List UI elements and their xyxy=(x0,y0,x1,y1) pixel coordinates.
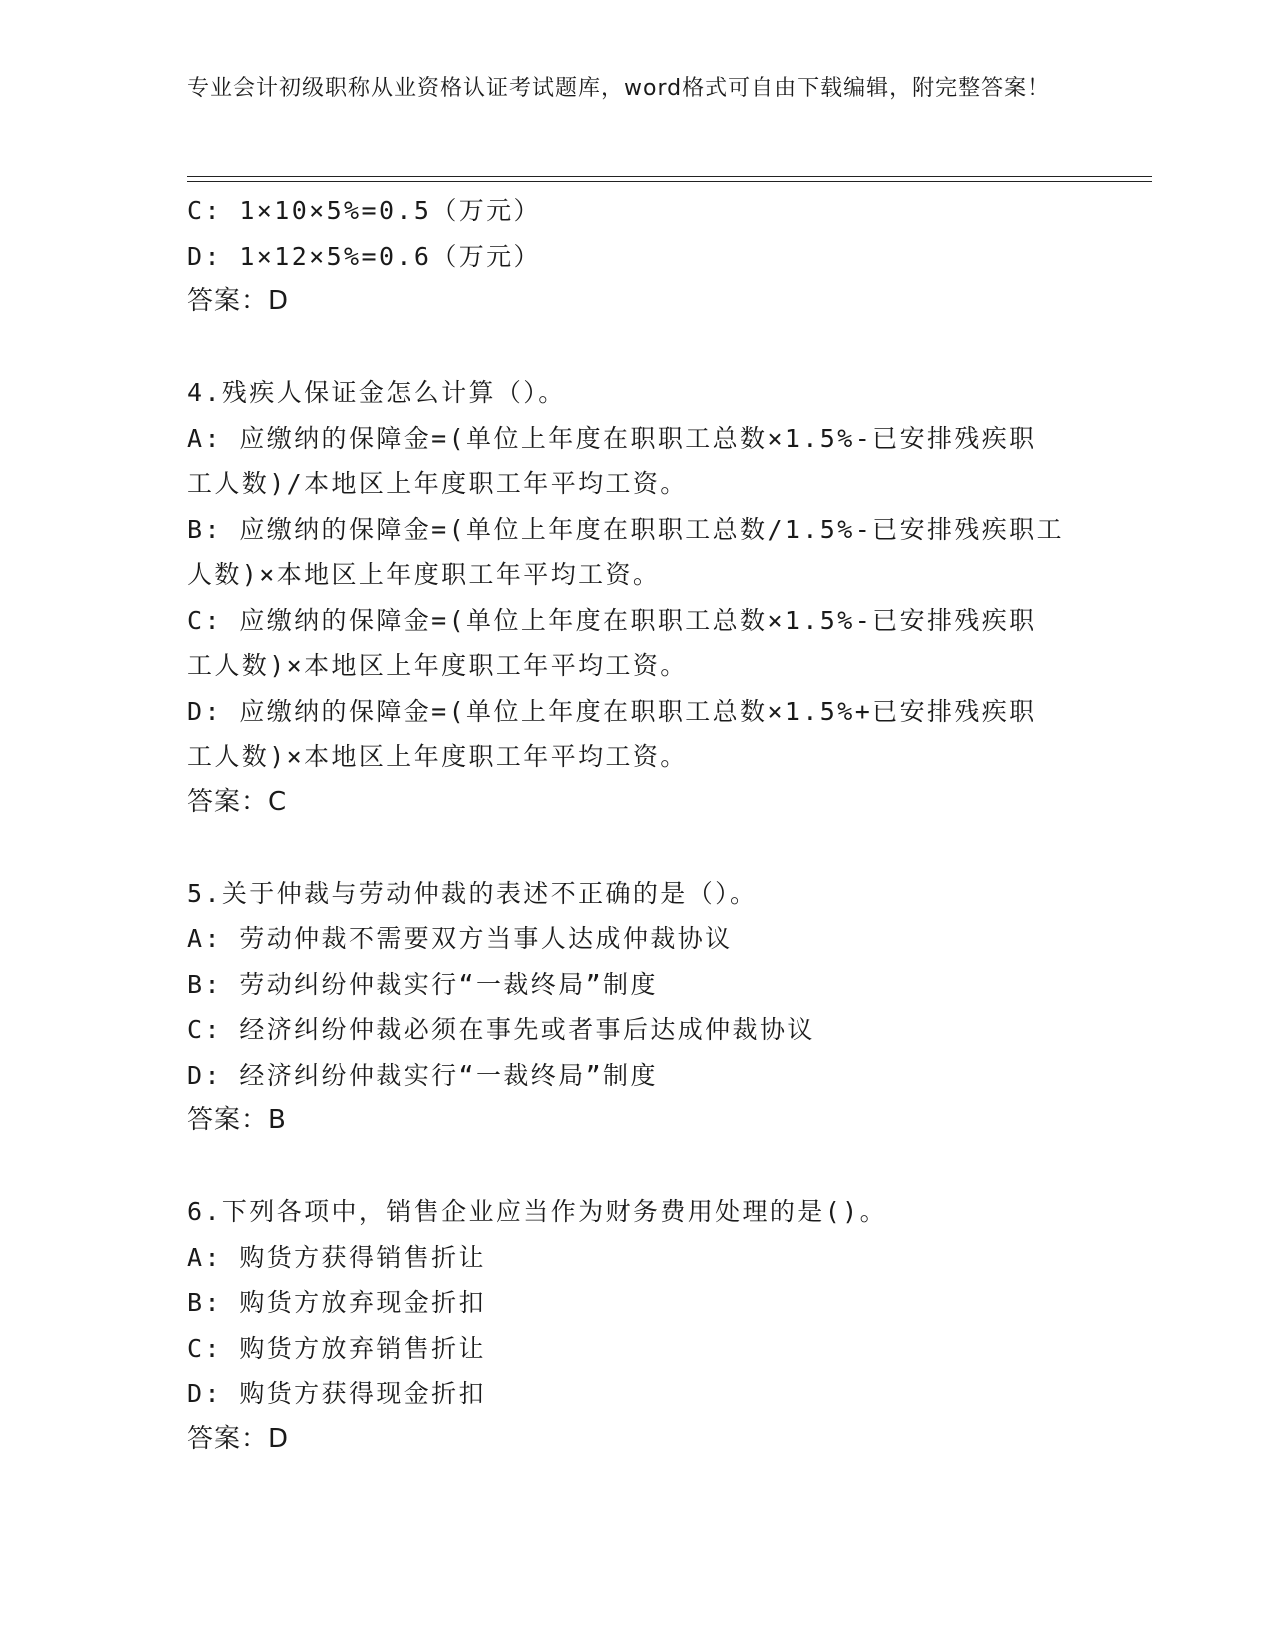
question-line: 4.残疾人保证金怎么计算（）。 xyxy=(187,378,566,407)
option-line: D: 经济纠纷仲裁实行“一裁终局”制度 xyxy=(187,1060,658,1090)
spacer xyxy=(187,325,1087,371)
option-line: D: 购货方获得现金折扣 xyxy=(187,1379,486,1408)
option-line: C: 1×10×5%=0.5（万元） xyxy=(187,196,541,225)
option-line: C: 经济纠纷仲裁必须在事先或者事后达成仲裁协议 xyxy=(187,1015,815,1044)
option-line: A: 应缴纳的保障金=(单位上年度在职职工总数×1.5%-已安排残疾职 xyxy=(187,423,1037,453)
option-line: C: 应缴纳的保障金=(单位上年度在职职工总数×1.5%-已安排残疾职 xyxy=(187,605,1037,635)
option-line: A: 购货方获得销售折让 xyxy=(187,1242,486,1272)
option-line: B: 劳动纠纷仲裁实行“一裁终局”制度 xyxy=(187,969,658,999)
question-list xyxy=(187,188,1087,1462)
option-line: 人数)×本地区上年度职工年平均工资。 xyxy=(187,560,661,589)
question-line: 6.下列各项中，销售企业应当作为财务费用处理的是()。 xyxy=(187,1197,888,1226)
option-line: 工人数)×本地区上年度职工年平均工资。 xyxy=(187,742,688,771)
option-line: 工人数)×本地区上年度职工年平均工资。 xyxy=(187,651,688,680)
answer-line: 答案：B xyxy=(187,1105,287,1135)
option-line: A: 劳动仲裁不需要双方当事人达成仲裁协议 xyxy=(187,924,733,953)
spacer xyxy=(187,1144,1087,1190)
spacer xyxy=(187,825,1087,871)
option-line: D: 1×12×5%=0.6（万元） xyxy=(187,241,541,271)
option-line: D: 应缴纳的保障金=(单位上年度在职职工总数×1.5%+已安排残疾职 xyxy=(187,696,1037,726)
header-rule-top xyxy=(187,176,1152,177)
option-line: B: 应缴纳的保障金=(单位上年度在职职工总数/1.5%-已安排残疾职工 xyxy=(187,514,1064,544)
header-rule-bottom xyxy=(187,181,1152,182)
option-line: 工人数)/本地区上年度职工年平均工资。 xyxy=(187,469,688,498)
answer-line: 答案：C xyxy=(187,786,288,817)
question-line: 5.关于仲裁与劳动仲裁的表述不正确的是（）。 xyxy=(187,878,758,908)
answer-line: 答案：D xyxy=(187,286,290,316)
option-line: C: 购货方放弃销售折让 xyxy=(187,1333,486,1363)
page-header: 专业会计初级职称从业资格认证考试题库，word格式可自由下载编辑，附完整答案！ xyxy=(187,76,1051,101)
option-line: B: 购货方放弃现金折扣 xyxy=(187,1288,486,1317)
answer-line: 答案：D xyxy=(187,1423,290,1454)
